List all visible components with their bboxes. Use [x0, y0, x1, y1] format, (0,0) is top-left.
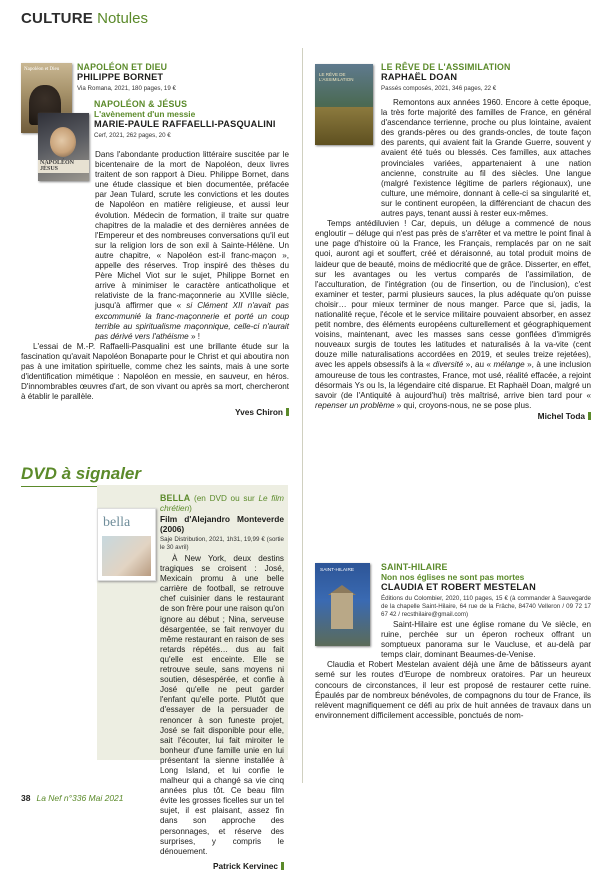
book-subtitle: L'avènement d'un messie: [94, 109, 196, 119]
signature-marker: [281, 862, 284, 870]
film-subtitle: Film d'Alejandro Monteverde (2006): [160, 514, 284, 534]
book-publisher: Éditions du Colombier, 2020, 110 pages, 15 € (à commander à Sauvegarde de la chapelle Saint-Hilaire, 64 rue de la Frâche, 84740 Velleron / 09 72 17 67 42 / recsthilaire@gmail.com): [381, 595, 591, 618]
cover-title: LE RÊVE DE L'ASSIMILATION: [319, 72, 354, 82]
book-title: NAPOLÉON & JÉSUS: [94, 99, 188, 109]
review-signature: [315, 411, 591, 421]
book-title: LE RÊVE DE L'ASSIMILATION: [381, 62, 511, 72]
review-paragraph: [315, 219, 591, 411]
signature-text: Michel Toda: [537, 410, 585, 421]
page-number: 38: [21, 793, 31, 803]
book-publisher: Passés composés, 2021, 346 pages, 22 €: [381, 85, 497, 92]
text-run: Le film chrétien: [160, 494, 284, 513]
cover-title: SAINT-HILAIRE: [320, 568, 355, 573]
review-saint-hilaire-header: [381, 562, 591, 622]
review-napoleon-jesus-header: [94, 99, 289, 143]
signature-text: Yves Chiron: [235, 407, 283, 418]
cover-title: NAPOLÉON JÉSUS: [40, 160, 75, 172]
review-bella: [104, 493, 284, 871]
text-run: Temps antédiluvien ! Car, depuis, un déluge a commencé de nous engloutir – déluge qui n'est pas près de s'arrêter et va mettre le point final à une page d'histoire où la France, les Français, remplacés par on ne sait quoi, auront agi et souffert, créé et déraisonné, au total produit moins de laideur que de beauté, moins de médiocrité que de grâce. Disserter, en effet, sur les avantages ou les vertus comparés de l'assimilation, de l'acculturation, de l'intégration (ou de l'insertion, ou de l'inclusion), c'est examiner et tester, parmi plusieurs sauces, la plus adéquate qu'on puisse choisir… pour mieux terminer de nous manger. Parce que si, jadis, la nationalité reçue, l'école et le service militaire pouvaient absorber, en assez petit nombre, des éléments européens culturellement et géographiquement voisins, maintenant, avec les masses sans cesse gonflées d'immigrés nouveaux surgis de toutes les latitudes et naturalisés à la va-vite (cent douze mille naturalisations accordées en 2019, et seules treize rejetées), avec les appels obsessifs à la «: [315, 219, 591, 370]
book-subtitle: Non nos églises ne sont pas mortes: [381, 572, 525, 582]
magazine-issue: La Nef n°336 Mai 2021: [36, 793, 124, 803]
film-title-line: [160, 493, 284, 514]
review-paragraph: À New York, deux destins tragiques se croisent : José, Mexicain promu à une belle carrière de football, se retrouve chef cuisinier dans le restaurant de son frère pour une raison qu'on ignore au début ; Nina, serveuse désargentée, se fait renvoyer du même restaurant en raison de ses retards répétés… dus au fait qu'elle est enceinte. Elle se retrouve seule, sans moyens ni soutien, désespérée, et confie à José qu'elle ne peut garder l'enfant qu'elle porte. Plutôt que d'essayer de la persuader de renoncer à son funeste projet, José se fait disponible pour elle, sait l'écouter, lui fait miroiter le bonheur d'une famille unie en lui présentant la sienne installée à Long Island, et lui confie le malheur qui a changé sa vie cinq années plus tôt. Ce beau film évite les grosses ficelles sur un tel sujet, il est plaisant, assez fin dans son approche des personnages, et réserve des surprises, y compris le dénouement.: [160, 554, 284, 856]
review-paragraph: Claudia et Robert Mestelan avaient déjà une âme de bâtisseurs ayant semé sur les routes d'Europe de nombreux oratoires. Par un heureux concours de circonstances, il leur est proposé de restaurer cette ruine. Épaulés par de nombreux bénévoles, de compagnons du tour de France, ils relèvent magnifiquement ce défi au prix de huit années de travaux dans un environnement difficilement accessible, ponctués de nom-: [315, 660, 591, 720]
quote: si Clément XII n'avait pas excommunié la franc-maçonnerie et porté un coup terrible au spiritualisme maçonnique, celle-ci n'aurait pas dérivé vers l'athéisme: [95, 301, 289, 341]
review-napoleon-et-dieu: [77, 62, 289, 96]
book-author: PHILIPPE BORNET: [77, 72, 164, 82]
review-saint-hilaire-body: [315, 620, 591, 721]
review-paragraph: Saint-Hilaire est une église romane du Ve siècle, en ruine, perchée sur un éperon rocheux offrant un somptueux panorama sur le Vaucluse, et au-delà par temps clair, dominant Beaumes-de-Venise.: [381, 620, 591, 660]
review-bella-header: [160, 493, 284, 552]
cover-title: Napoléon et Dieu: [24, 67, 60, 72]
section-subtitle: Notules: [97, 10, 148, 27]
book-author: MARIE-PAULE RAFFAELLI-PASQUALINI: [94, 119, 276, 129]
page-footer: [21, 793, 124, 803]
signature-marker: [286, 408, 289, 416]
review-paragraph: Remontons aux années 1960. Encore à cette époque, la très forte majorité des familles de France, en général d'ascendance terrienne, proche ou plus lointaine, avaient des grands-pères ou des grands-oncles, de toute façon des parents, qui avaient fait la Grande Guerre, souvent y avaient été tués ou blessés. Ces familles, aux attaches provinciales variées, appartenaient à une nation ancienne, construite au fil des siècles. Une langue (malgré l'existence légitime de parlers régionaux), une culture, une mémoire, donnant à celle-ci sa singularité et, sur le continent européen, la différenciant de chacun des autres pays, tenant aussi à rester eux-mêmes.: [381, 98, 591, 219]
signature-marker: [588, 412, 591, 420]
review-paragraph: [95, 150, 289, 342]
quote: mélange: [493, 360, 525, 370]
cover-title: bella: [103, 515, 131, 530]
review-reve-assimilation-header: [381, 62, 591, 96]
signature-text: Patrick Kervinec: [212, 860, 278, 871]
film-publisher: Saje Distribution, 2021, 1h31, 19,99 € (sortie le 30 avril): [160, 536, 284, 551]
book-publisher: Cerf, 2021, 262 pages, 20 €: [94, 132, 171, 139]
review-paragraph: L'essai de M.-P. Raffaelli-Pasqualini est une brillante étude sur la fascination qu'avait Napoléon Bonaparte pour le Christ et qui aboutira non pas à une imitation spirituelle, comme chez les saints, mais à une sorte d'identification mimétique : Napoléon en messie, en sauveur, en héros. D'innombrables œuvres d'art, de son vivant ou après sa mort, chercheront à établir le parallèle.: [21, 341, 289, 402]
text-run: (en DVD ou sur: [190, 494, 259, 503]
text-run: » qui, croyons-nous, ne se pose plus.: [394, 400, 532, 410]
book-author: RAPHAËL DOAN: [381, 72, 458, 82]
review-reve-assimilation-body: [315, 98, 591, 421]
review-signature: [21, 407, 289, 417]
book-title: SAINT-HILAIRE: [381, 562, 448, 572]
review-signature: [104, 861, 284, 871]
quote: diversité: [433, 360, 464, 370]
text-run: » !: [188, 331, 200, 341]
book-title: NAPOLÉON ET DIEU: [77, 62, 168, 72]
column-divider: [302, 48, 303, 783]
text-run: », au «: [463, 360, 494, 370]
text-run: ): [189, 504, 192, 513]
book-author: CLAUDIA ET ROBERT MESTELAN: [381, 582, 536, 592]
text-run: Dans l'abondante production littéraire suscitée par le bicentenaire de la mort de Napoléon, deux livres traitent de son rapport à Dieu. Philippe Bornet, dans une étude classique et bien documentée, préfacée par Jean Tulard, scrute les convictions et les doutes de Napoléon en matière religieuse, et aussi leur évolution. Médecin de formation, il traite sur quatre chapitres de la maladie et des dernières années de l'Empereur et des nombreuses conversations qu'il eut sur la religion lors de son exil à Sainte-Hélène. Un autre chapitre, « Napoléon est-il franc-maçon », appelle des réserves. Trop inspiré des thèses du Père Michel Viot sur le sujet, Philippe Bornet en arrive à minimiser le caractère anticatholique et relativiste de la franc-maçonnerie au XVIIIe siècle, jusqu'à affirmer que «: [95, 150, 289, 311]
book-publisher: Via Romana, 2021, 180 pages, 19 €: [77, 85, 176, 92]
section-header: [21, 10, 148, 28]
film-title: BELLA: [160, 493, 191, 503]
review-napoleon-body: [21, 150, 289, 417]
text-run: », à une inclusion amoureuse de tous les contrastes, France, mot usé, réalité effacée, a rejoint désormais Ys ou Is, la légendaire cité disparue. Et Raphaël Doan, malgré un savoir (de l'Antiquité à aujourd'hui) très maîtrisé, arrive bien tard pour «: [315, 360, 591, 400]
section-title: CULTURE: [21, 10, 93, 27]
dvd-section-heading: DVD à signaler: [21, 464, 141, 483]
quote: repenser un problème: [315, 400, 395, 410]
